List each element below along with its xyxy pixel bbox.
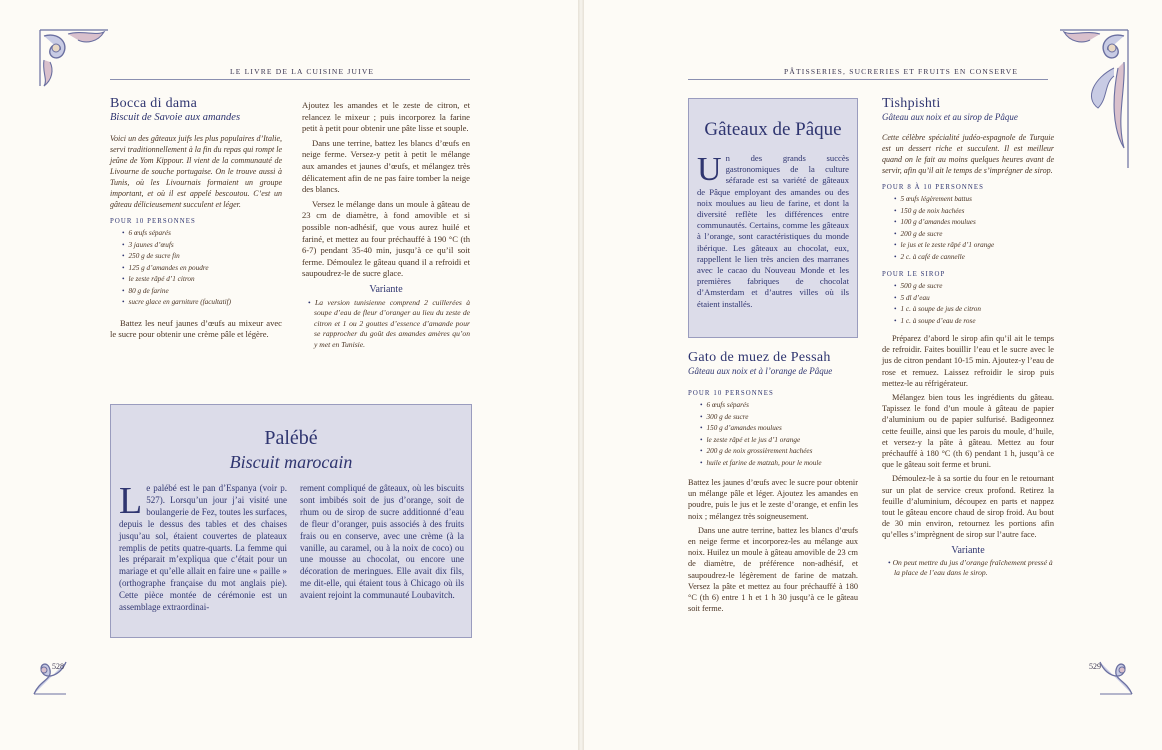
ingredient-item: • le zeste râpé et le jus d’1 orange — [700, 435, 858, 447]
ingredient-item: • 5 dl d’eau — [894, 293, 1054, 305]
method-text — [688, 477, 858, 614]
left-page — [0, 0, 578, 750]
running-head: PÂTISSERIES, SUCRERIES ET FRUITS EN CONSERVE — [784, 67, 1019, 76]
ingredient-item: • le zeste râpé d’1 citron — [122, 274, 282, 286]
recipe-subtitle: Biscuit de Savoie aux amandes — [110, 112, 241, 123]
recipe-title: Tishpishti — [882, 96, 941, 111]
method-paragraph: Dans une terrine, battez les blancs d’œufs en neige ferme. Versez-y petit à petit le mélange aux amandes et jaunes d’œufs, et mélangez très délicatement afin de ne pas faire tomber la neige des blancs. — [302, 137, 470, 195]
method-paragraph: Ajoutez les amandes et le zeste de citron, et relancez le mixeur ; puis incorporez la farine petit à petit pour obtenir une pâte lisse et souple. — [302, 100, 470, 134]
recipe-subtitle: Gâteau aux noix et au sirop de Pâque — [882, 112, 1018, 122]
ingredient-item: • 1 c. à soupe d’eau de rose — [894, 316, 1054, 328]
box-col1 — [119, 480, 287, 614]
variant-heading: Variante — [951, 544, 985, 556]
corner-ornament-icon — [1096, 656, 1136, 698]
recipe-tishpishti — [882, 96, 1054, 579]
ingredient-item: • 6 œufs séparés — [700, 400, 858, 412]
box-text-container — [697, 153, 849, 310]
ingredient-item: • sucre glace en garniture (facultatif) — [122, 297, 282, 309]
variant-heading: Variante — [369, 283, 403, 295]
recipe-subtitle: Gâteau aux noix et à l’orange de Pâque — [688, 366, 833, 376]
box-title: Gâteaux de Pâque — [704, 119, 842, 140]
method-text — [882, 333, 1054, 541]
page-number: 529 — [1089, 662, 1101, 671]
ingredient-list — [882, 194, 1054, 263]
page-number: 528 — [52, 662, 64, 671]
recipe-bocca-col2 — [302, 100, 470, 350]
divider — [110, 79, 470, 80]
recipe-intro: Voici un des gâteaux juifs les plus populaires d’Italie, servi traditionnellement à la fin du repas qui rompt le jeûne de Yom Kippour. Il vient de la communauté de Livourne de souche portugaise. On le trouve aussi à Tunis, où les Livournais formaient un groupe important, et où il est appelé bescoutou. C’est un gâteau délicieusement succulent et léger. — [110, 134, 282, 209]
ingredient-item: • 80 g de farine — [122, 286, 282, 298]
palebe-box — [110, 404, 472, 638]
ingredient-list — [688, 400, 858, 469]
method-paragraph: Versez le mélange dans un moule à gâteau de 23 cm de diamètre, à fond amovible et si possible non-adhésif, que vous aurez huilé et fariné, et mettez au four préchauffé à 190 °C (th 6-7) pendant 35-40 min, jusqu’à ce qu’il soit ferme. Démoulez le gâteau quand il a refroidi et saupoudrez-le de sucre glace. — [302, 198, 470, 279]
recipe-title: Gato de muez de Pessah — [688, 350, 831, 365]
ingredient-item: • 200 g de noix grossièrement hachées — [700, 446, 858, 458]
ingredient-item: • 250 g de sucre fin — [122, 251, 282, 263]
ingredient-item: • 100 g d’amandes moulues — [894, 217, 1054, 229]
ingredient-item: • 125 g d’amandes en poudre — [122, 263, 282, 275]
corner-ornament-icon — [30, 656, 70, 698]
running-head: LE LIVRE DE LA CUISINE JUIVE — [230, 67, 375, 76]
recipe-intro: Cette célèbre spécialité judéo-espagnole de Turquie est un dessert riche et succulent. Il est meilleur quand on le fait au moins quelques heures avant de servir, afin qu’il ait le temps de s’imprégner de sirop. — [882, 133, 1054, 175]
ingredient-item: • 500 g de sucre — [894, 281, 1054, 293]
recipe-bocca-col1 — [110, 96, 282, 344]
box-text: n des grands succès gastronomiques de la culture séfarade est sa variété de gâteaux de Pâque employant des amandes ou des noix moulues au lieu de farine, et dont la diversité reflète les différences entre communautés. Certains, comme les gâteaux à l’orange, sont caractéristiques du monde ibérique. Les gâteaux au chocolat, eux, rappellent le lien très ancien des marranes avec le cacao du Nouveau Monde et les premières fabriques de chocolat d’Amsterdam et d’autres villes où ils étaient installés. — [697, 153, 849, 309]
method-paragraph: Dans une autre terrine, battez les blancs d’œufs en neige ferme et incorporez-les au mélange aux noix. Huilez un moule à gâteau amovible de 23 cm de diamètre, de préférence non-adhésif, et saupoudrez-le légèrement de farine de matzah. Versez la pâte et mettez au four préchauffé à 180 °C (th 6) entre 1 h et 1 h 30 jusqu’à ce le gâteau soit ferme. — [688, 525, 858, 614]
box-text: e palébé est le pan d’Espanya (voir p. 527). Lorsqu’un jour j’ai visité une boulangerie de Fez, toutes les surfaces, depuis le dessus des tables et des chaises jusqu’au sol, étaient couvertes de plateaux remplis de petits quatre-quarts. La femme qui les préparait m’expliqua que c’était pour un mariage et qu’elle allait en faire une « paille » (orthographe française du mot anglais pie). Cette pièce montée de cérémonie est un assemblage extraordinai- — [119, 483, 287, 613]
serves-label: POUR 8 À 10 PERSONNES — [882, 184, 985, 191]
syrup-ingredient-list — [882, 281, 1054, 327]
gateaux-box — [688, 98, 858, 338]
method-paragraph: Battez les neuf jaunes d’œufs au mixeur avec le sucre pour obtenir une crème pâle et légère. — [110, 317, 282, 340]
method-paragraph: Battez les jaunes d’œufs avec le sucre pour obtenir un mélange pâle et léger. Ajoutez les amandes en poudre, puis le jus et le zeste d’orange, et enfin les noix ; mélangez très soigneusement. — [688, 478, 858, 521]
ingredient-item: • 5 œufs légèrement battus — [894, 194, 1054, 206]
variant-text: • La version tunisienne comprend 2 cuillerées à soupe d’eau de fleur d’oranger au lieu du zeste de citron et 1 ou 2 gouttes d’essence d’amande pour se rapprocher du goût des amandes amères qu’on y met en Tunisie. — [302, 298, 470, 351]
method-paragraph: Démoulez-le à sa sortie du four en le retournant sur un plat de service creux profond. Retirez la feuille d’aluminium, découpez en parts et nappez tout le gâteau encore chaud de sirop froid. Au bout de 30 min environ, retournez les portions afin qu’elles s’imprègnent de sirop sur l’autre face. — [882, 474, 1054, 540]
serves-label: POUR 10 PERSONNES — [110, 218, 196, 225]
ingredient-item: • 150 g d’amandes moulues — [700, 423, 858, 435]
ingredient-item: • 3 jaunes d’œufs — [122, 240, 282, 252]
serves-label: POUR 10 PERSONNES — [688, 390, 774, 397]
syrup-label: POUR LE SIROP — [882, 271, 946, 278]
ingredient-item: • 300 g de sucre — [700, 412, 858, 424]
ingredient-item: • 1 c. à soupe de jus de citron — [894, 304, 1054, 316]
drop-cap: L — [119, 480, 143, 522]
box-title: Palébé — [264, 427, 318, 449]
ingredient-item: • huile et farine de matzah, pour le moule — [700, 458, 858, 470]
ingredient-item: • 2 c. à café de cannelle — [894, 252, 1054, 264]
ingredient-item: • 200 g de sucre — [894, 229, 1054, 241]
corner-ornament-icon — [38, 28, 112, 90]
ingredient-item: • 150 g de noix hachées — [894, 206, 1054, 218]
drop-cap: U — [697, 151, 722, 188]
right-page — [584, 0, 1162, 750]
ingredient-item: • 6 œufs séparés — [122, 228, 282, 240]
ingredient-item: • le jus et le zeste râpé d’1 orange — [894, 240, 1054, 252]
method-text — [110, 318, 282, 341]
method-paragraph: Mélangez bien tous les ingrédients du gâteau. Tapissez le fond d’un moule à gâteau de papier d’aluminium ou de papier sulfurisé. Badigeonnez cette feuille, ainsi que les parois du moule, d’huile, et versez-y la pâte à gâteau. Mettez au four préchauffé à 180 °C (th 6) pendant 1 h, jusqu’à ce que le gâteau soit ferme et bruni. — [882, 393, 1054, 470]
divider — [688, 79, 1048, 80]
variant-text: • On peut mettre du jus d’orange fraîchement pressé à la place de l’eau dans le sirop. — [882, 558, 1054, 579]
ingredient-list — [110, 228, 282, 309]
box-col2: rement compliqué de gâteaux, où les biscuits sont imbibés soit de jus d’orange, soit de rhum ou de sirop de sucre additionné d’eau de fleur d’oranger, puis associés à des fruits frais ou en conserve, avec une crème (à la vanille, au caramel, ou à la noix de coco) ou une mousse au chocolat, ou encore une décoration de meringues. Elle avait dix fils, me dit-elle, qui étaient tous à Chicago où ils avaient rejoint la communauté Loubavitch. — [300, 483, 464, 601]
recipe-title: Bocca di dama — [110, 96, 198, 111]
recipe-gato — [688, 350, 858, 617]
method-paragraph: Préparez d’abord le sirop afin qu’il ait le temps de refroidir. Faites bouillir l’eau et le sucre avec le jus de citron pendant 10-15 min. Ajoutez-y l’eau de rose et remuez. Laissez refroidir le sirop puis mettez-le au réfrigérateur. — [882, 334, 1054, 388]
box-subtitle: Biscuit marocain — [229, 452, 353, 472]
